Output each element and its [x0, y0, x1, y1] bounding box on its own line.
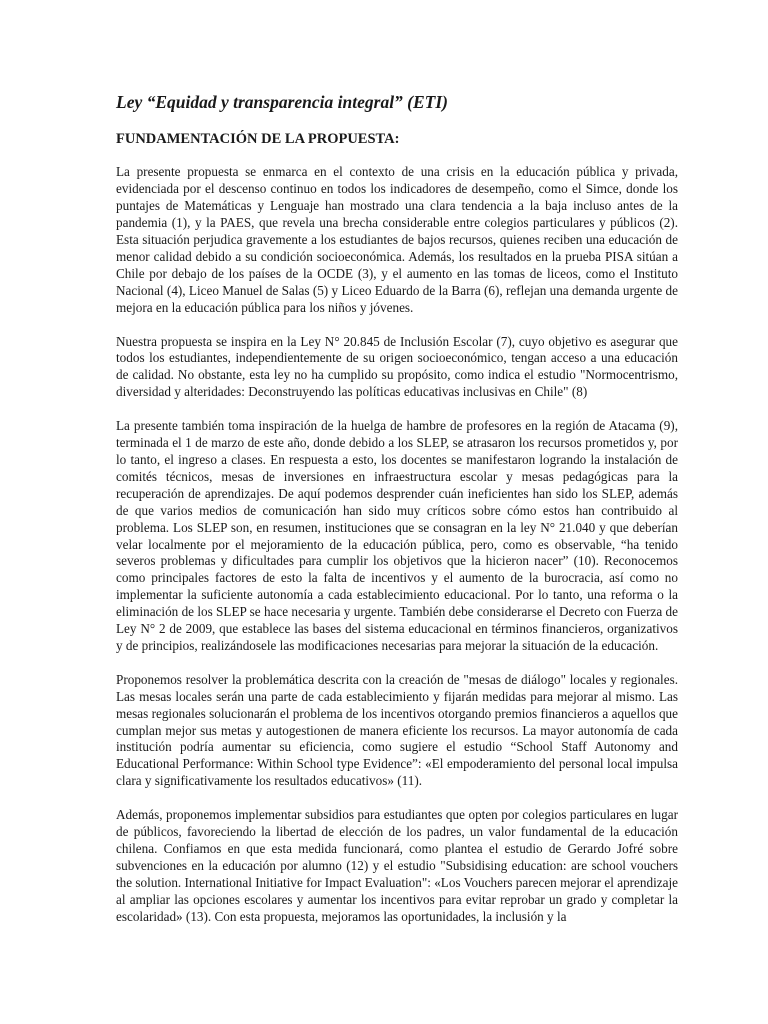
paragraph-proposal: Proponemos resolver la problemática descrita con la creación de "mesas de diálogo" locales y regionales. Las mesas locales serán una parte de cada establecimiento y fijarán medidas para mejorar al mismo. Las mesas regionales solucionarán el problema de los incentivos otorgando premios financieros a aquellos que cumplan mejor sus metas y autogestionen de manera eficiente los recursos. La mayor autonomía de cada institución podría aumentar su eficiencia, como sugiere el estudio “School Staff Autonomy and Educational Performance: Within School type Evidence”: «El empoderamiento del personal local impulsa clara y significativamente los resultados educativos» (11).	[116, 671, 678, 789]
paragraph-slep: La presente también toma inspiración de la huelga de hambre de profesores en la región de Atacama (9), terminada el 1 de marzo de este año, donde debido a los SLEP, se atrasaron los recursos prometidos y, por lo tanto, el ingreso a clases. En respuesta a esto, los docentes se manifestaron logrando la instalación de comités técnicos, mesas de inversiones en infraestructura escolar y mesas pedagógicas para la recuperación de aprendizajes. De aquí podemos desprender cuán ineficientes han sido los SLEP, además de que varios medios de comunicación han sido muy críticos sobre cómo estos han contribuido al problema. Los SLEP son, en resumen, instituciones que se consagran en la ley N° 21.040 y que deberían velar localmente por el mejoramiento de la educación pública, pero, como es observable, “ha tenido severos problemas y dificultades para cumplir los objetivos que la hicieron nacer” (10). Reconocemos como principales factores de esto la falta de incentivos y el aumento de la burocracia, así como no implementar la suficiente autonomía a cada establecimiento educacional. Por lo tanto, una reforma o la eliminación de los SLEP se hace necesaria y urgente. También debe considerarse el Decreto con Fuerza de Ley N° 2 de 2009, que establece las bases del sistema educacional en términos financieros, organizativos y de principios, realizándosele las modificaciones necesarias para mejorar la situación de la educación.	[116, 418, 678, 653]
section-heading: FUNDAMENTACIÓN DE LA PROPUESTA:	[116, 131, 400, 147]
paragraph-subsidies: Además, proponemos implementar subsidios para estudiantes que opten por colegios particulares en lugar de públicos, favoreciendo la libertad de elección de los padres, un valor fundamental de la educación chilena. Confiamos en que esta medida funcionará, como plantea el estudio de Gerardo Jofré sobre subvenciones en la educación por alumno (12) y el estudio "Subsidising education: are school vouchers the solution. International Initiative for Impact Evaluation": «Los Vouchers parecen mejorar el aprendizaje al ampliar las opciones escolares y aumentar los incentivos para evitar reprobar un grado y completar la escolaridad» (13). Con esta propuesta, mejoramos las oportunidades, la inclusión y la	[116, 807, 678, 924]
paragraph-context: La presente propuesta se enmarca en el contexto de una crisis en la educación pública y privada, evidenciada por el descenso continuo en todos los indicadores de desempeño, como el Simce, donde los puntajes de Matemáticas y Lenguaje han mostrado una clara tendencia a la baja incluso antes de la pandemia (1), y la PAES, que revela una brecha considerable entre colegios particulares y públicos (2). Esta situación perjudica gravemente a los estudiantes de bajos recursos, quienes reciben una educación de menor calidad debido a su condición socioeconómica. Además, los resultados en la prueba PISA sitúan a Chile por debajo de los países de la OCDE (3), y el aumento en las tomas de liceos, como el Instituto Nacional (4), Liceo Manuel de Salas (5) y Liceo Eduardo de la Barra (6), reflejan una demanda urgente de mejora en la educación pública para los niños y jóvenes.	[116, 164, 678, 315]
document-title: Ley “Equidad y transparencia integral” (ETI)	[116, 92, 449, 112]
paragraph-inspiration-law: Nuestra propuesta se inspira en la Ley N° 20.845 de Inclusión Escolar (7), cuyo objetivo es asegurar que todos los estudiantes, independientemente de su origen socioeconómico, tengan acceso a una educación de calidad. No obstante, esta ley no ha cumplido su propósito, como indica el estudio "Normocentrismo, diversidad y alteridades: Deconstruyendo las políticas educativas inclusivas en Chile" (8)	[116, 333, 678, 400]
